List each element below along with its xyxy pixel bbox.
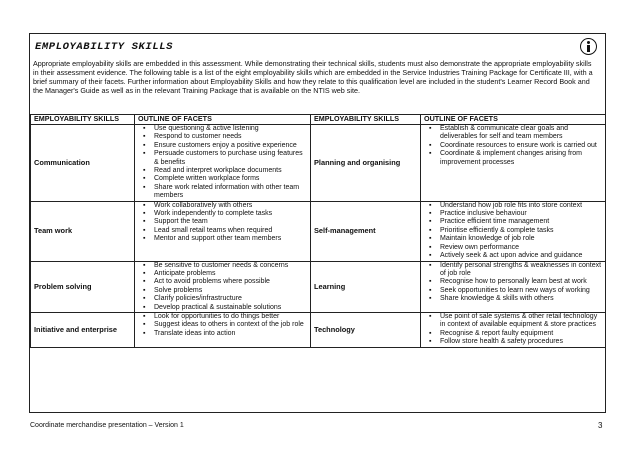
header-facets-left: OUTLINE OF FACETS (135, 115, 311, 125)
list-item: ▪ Suggest ideas to others in context of the job role (154, 321, 307, 329)
list-item: ▪ Share work related information with other team members (154, 184, 307, 201)
skill-name: Learning (311, 261, 421, 312)
page-number: 3 (598, 421, 603, 430)
skill-name: Technology (311, 312, 421, 347)
facet-list (424, 262, 602, 304)
list-item: ▪ Support the team (154, 218, 307, 226)
list-item: ▪ Work collaboratively with others (154, 202, 307, 210)
list-item: ▪ Develop practical & sustainable solutions (154, 304, 307, 312)
list-item: ▪ Recognise how to personally learn best at work (440, 278, 602, 286)
list-item: ▪ Translate ideas into action (154, 330, 307, 338)
list-item: ▪ Practice efficient time management (440, 218, 602, 226)
list-item: ▪ Look for opportunities to do things better (154, 313, 307, 321)
header-facets-right: OUTLINE OF FACETS (421, 115, 606, 125)
table-row (31, 201, 606, 261)
list-item: ▪ Maintain knowledge of job role (440, 235, 602, 243)
list-item: ▪ Follow store health & safety procedures (440, 338, 602, 346)
facet-list (138, 262, 307, 312)
list-item: ▪ Practice inclusive behaviour (440, 210, 602, 218)
list-item: ▪ Clarify policies/infrastructure (154, 295, 307, 303)
list-item: ▪ Be sensitive to customer needs & concerns (154, 262, 307, 270)
skills-table (30, 114, 606, 348)
list-item: ▪ Use questioning & active listening (154, 125, 307, 133)
list-item: ▪ Seek opportunities to learn new ways of working (440, 287, 602, 295)
list-item: ▪ Respond to customer needs (154, 133, 307, 141)
skill-name: Self-management (311, 201, 421, 261)
intro-paragraph: Appropriate employability skills are embedded in this assessment. While demonstrating their technical skills, students must also demonstrate the appropriate employability skills in their assessment evidence. The following table is a list of the eight employability skills which are embedded in the Service Industries Training Package for Certificate III, with a brief summary of their facets. Further information about Employability Skills and how they relate to this qualification level are included in the student's Learner Record Book and the Manager's Guide as well as in the relevant Training Package that is available on the NTIS web site. (33, 59, 593, 95)
header-skills-left: EMPLOYABILITY SKILLS (31, 115, 135, 125)
header-skills-right: EMPLOYABILITY SKILLS (311, 115, 421, 125)
facet-list (424, 125, 602, 167)
skill-name: Problem solving (31, 261, 135, 312)
list-item: ▪ Ensure customers enjoy a positive experience (154, 142, 307, 150)
facet-list (138, 125, 307, 201)
skill-name: Planning and organising (311, 125, 421, 202)
list-item: ▪ Work independently to complete tasks (154, 210, 307, 218)
facet-list (424, 313, 602, 347)
list-item: ▪ Mentor and support other team members (154, 235, 307, 243)
list-item: ▪ Lead small retail teams when required (154, 227, 307, 235)
facet-list (138, 313, 307, 338)
list-item: ▪ Use point of sale systems & other retail technology in context of available equipment & store practices (440, 313, 602, 330)
list-item: ▪ Coordinate & implement changes arising from improvement processes (440, 150, 602, 167)
facet-list (138, 202, 307, 244)
list-item: ▪ Coordinate resources to ensure work is carried out (440, 142, 602, 150)
skill-name: Team work (31, 201, 135, 261)
table-row (31, 261, 606, 312)
table-header-row (31, 115, 606, 125)
list-item: ▪ Establish & communicate clear goals and deliverables for self and team members (440, 125, 602, 142)
facet-list-cell (421, 312, 606, 347)
facet-list-cell (135, 312, 311, 347)
list-item: ▪ Read and interpret workplace documents (154, 167, 307, 175)
list-item: ▪ Share knowledge & skills with others (440, 295, 602, 303)
list-item: ▪ Review own performance (440, 244, 602, 252)
employability-skills-box (29, 33, 606, 413)
info-icon (580, 38, 597, 55)
list-item: ▪ Understand how job role fits into store context (440, 202, 602, 210)
skill-name: Communication (31, 125, 135, 202)
list-item: ▪ Identify personal strengths & weaknesses in context of job role (440, 262, 602, 279)
facet-list-cell (421, 261, 606, 312)
facet-list-cell (421, 201, 606, 261)
facet-list-cell (421, 125, 606, 202)
facet-list-cell (135, 261, 311, 312)
list-item: ▪ Solve problems (154, 287, 307, 295)
list-item: ▪ Anticipate problems (154, 270, 307, 278)
list-item: ▪ Actively seek & act upon advice and guidance (440, 252, 602, 260)
skill-name: Initiative and enterprise (31, 312, 135, 347)
list-item: ▪ Complete written workplace forms (154, 175, 307, 183)
facet-list (424, 202, 602, 261)
list-item: ▪ Prioritise efficiently & complete tasks (440, 227, 602, 235)
list-item: ▪ Persuade customers to purchase using features & benefits (154, 150, 307, 167)
facet-list-cell (135, 201, 311, 261)
table-row (31, 312, 606, 347)
facet-list-cell (135, 125, 311, 202)
section-title: EMPLOYABILITY SKILLS (35, 41, 174, 53)
table-row (31, 125, 606, 202)
list-item: ▪ Act to avoid problems where possible (154, 278, 307, 286)
footer-document-title: Coordinate merchandise presentation – Version 1 (30, 422, 184, 429)
list-item: ▪ Recognise & report faulty equipment (440, 330, 602, 338)
